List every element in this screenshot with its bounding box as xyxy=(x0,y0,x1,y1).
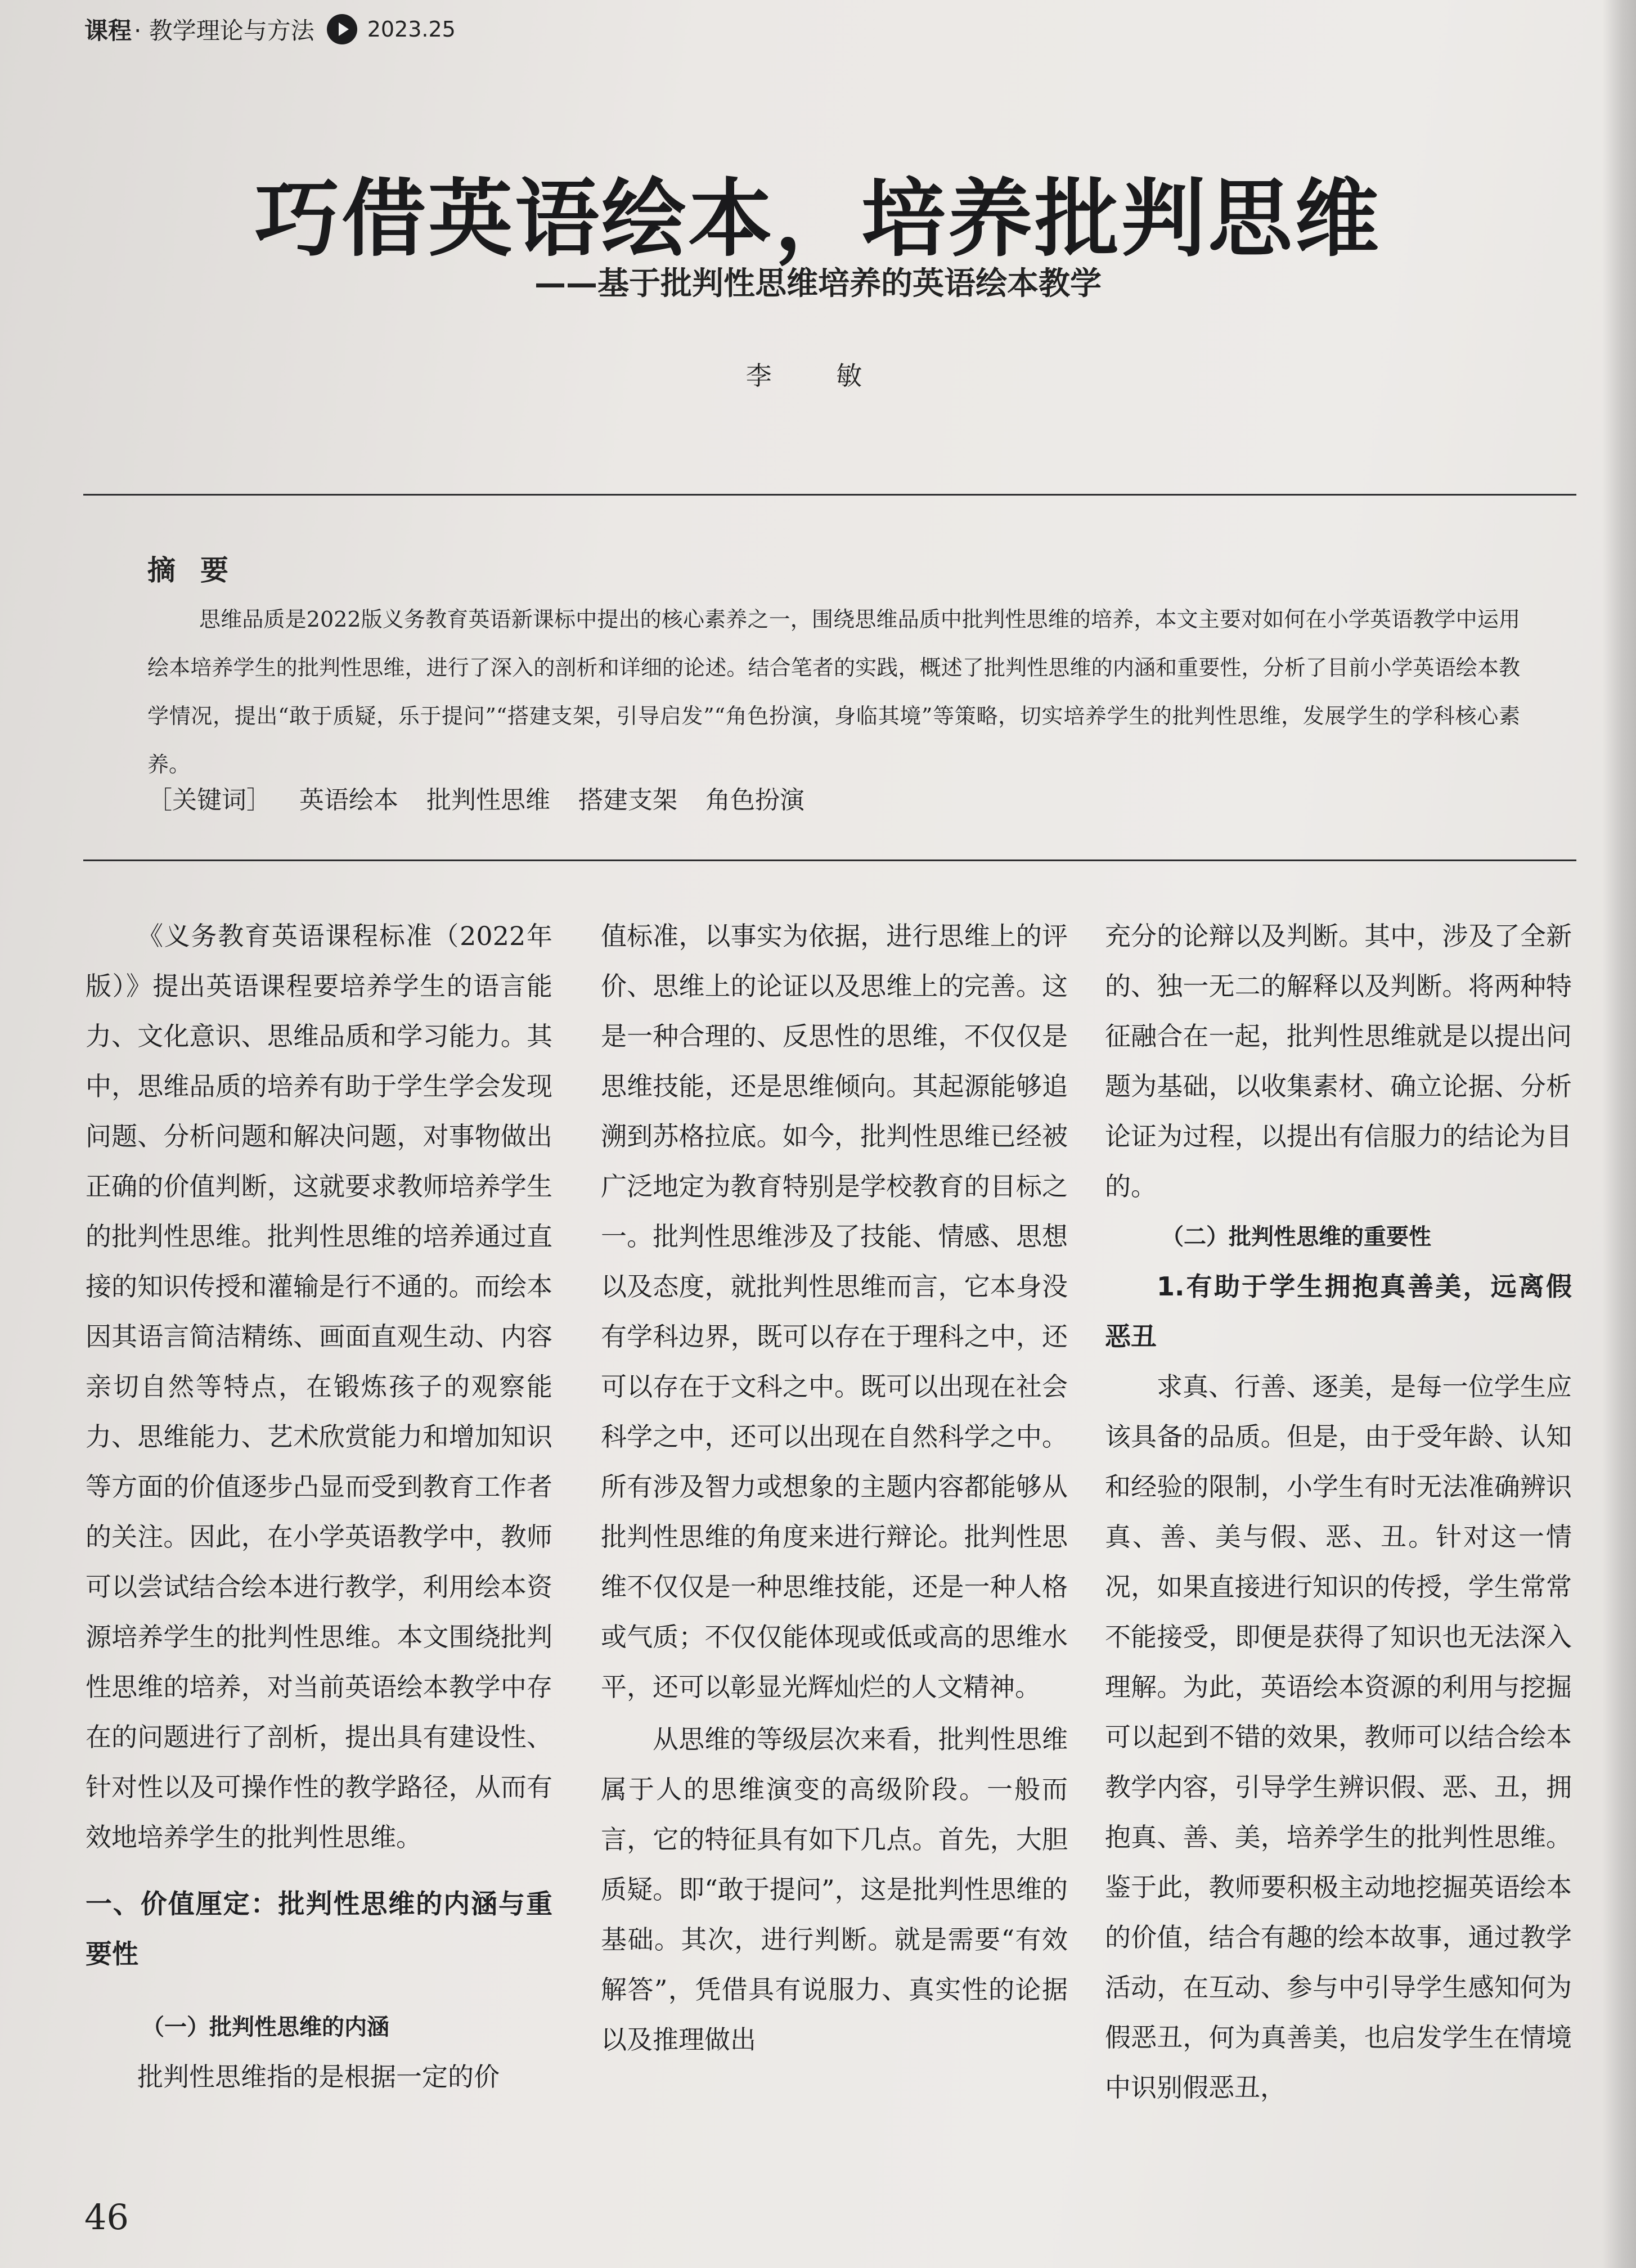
article-subtitle: ——基于批判性思维培养的英语绘本教学 xyxy=(534,266,1102,302)
divider-bottom xyxy=(83,860,1576,861)
header-section: 课程 xyxy=(84,17,132,44)
header-subsection: · 教学理论与方法 xyxy=(134,17,314,44)
body-paragraph: 《义务教育英语课程标准（2022年版）》提出英语课程要培养学生的语言能力、文化意识、思维品质和学习能力。其中，思维品质的培养有助于学生学会发现问题、分析问题和解决问题，对事物做出正确的价值判断，这就要求教师培养学生的批判性思维。批判性思维的培养通过直接的知识传授和灌输是行不通的。而绘本因其语言简洁精练、画面直观生动、内容亲切自然等特点，在锻炼孩子的观察能力、思维能力、艺术欣赏能力和增加知识等方面的价值逐步凸显而受到教育工作者的关注。因此，在小学英语教学中，教师可以尝试结合绘本进行教学，利用绘本资源培养学生的批判性思维。本文围绕批判性思维的培养，对当前英语绘本教学中存在的问题进行了剖析，提出具有建设性、针对性以及可操作性的教学路径，从而有效地培养学生的批判性思维。 xyxy=(86,921,552,1852)
keyword: 批判性思维 xyxy=(426,786,550,814)
body-column-2 xyxy=(601,911,1068,2065)
running-header xyxy=(84,12,456,46)
abstract-heading: 摘要 xyxy=(147,554,253,587)
body-paragraph: 从思维的等级层次来看，批判性思维属于人的思维演变的高级阶段。一般而言，它的特征具有如下几点。首先，大胆质疑。即“敢于提问”，这是批判性思维的基础。其次，进行判断。就是需要“有效解答”，凭借具有说服力、真实性的论据以及推理做出 xyxy=(601,1724,1068,2055)
page-number: 46 xyxy=(84,2197,129,2238)
header-issue: 2023.25 xyxy=(367,17,456,42)
keywords xyxy=(147,780,804,816)
body-paragraph: 值标准，以事实为依据，进行思维上的评价、思维上的论证以及思维上的完善。这是一种合理的、反思性的思维，不仅仅是思维技能，还是思维倾向。其起源能够追溯到苏格拉底。如今，批判性思维已经被广泛地定为教育特别是学校教育的目标之一。批判性思维涉及了技能、情感、思想以及态度，就批判性思维而言，它本身没有学科边界，既可以存在于理科之中，还可以存在于文科之中。既可以出现在社会科学之中，还可以出现在自然科学之中。所有涉及智力或想象的主题内容都能够从批判性思维的角度来进行辩论。批判性思维不仅仅是一种思维技能，还是一种人格或气质；不仅仅能体现或低或高的思维水平，还可以彰显光辉灿烂的人文精神。 xyxy=(601,921,1068,1702)
divider-top xyxy=(83,494,1576,496)
keyword: 搭建支架 xyxy=(578,786,677,814)
body-paragraph: 充分的论辩以及判断。其中，涉及了全新的、独一无二的解释以及判断。将两种特征融合在一起，批判性思维就是以提出问题为基础，以收集素材、确立论据、分析论证为过程，以提出有信服力的结论为目的。 xyxy=(1105,921,1572,1202)
body-column-1 xyxy=(86,911,552,2102)
keyword: 角色扮演 xyxy=(705,786,804,814)
keyword: 英语绘本 xyxy=(299,786,398,814)
page-edge-shadow xyxy=(1602,0,1636,2268)
section-heading: 一、价值厘定：批判性思维的内涵与重要性 xyxy=(86,1889,552,1970)
abstract-text: 思维品质是2022版义务教育英语新课标中提出的核心素养之一，围绕思维品质中批判性思维的培养，本文主要对如何在小学英语教学中运用绘本培养学生的批判性思维，进行了深入的剖析和详细的论述。结合笔者的实践，概述了批判性思维的内涵和重要性，分析了目前小学英语绘本教学情况，提出“敢于质疑，乐于提问”“搭建支架，引导启发”“角色扮演，身临其境”等策略，切实培养学生的批判性思维，发展学生的学科核心素养。 xyxy=(147,607,1520,777)
play-icon xyxy=(327,14,357,44)
body-column-3 xyxy=(1105,911,1572,2113)
keywords-label: ［关键词］ xyxy=(147,786,271,814)
article-title: 巧借英语绘本，培养批判思维 xyxy=(254,169,1381,268)
point-heading: 1.有助于学生拥抱真善美，远离假恶丑 xyxy=(1105,1271,1572,1352)
body-paragraph: 批判性思维指的是根据一定的价 xyxy=(137,2062,500,2092)
subsection-heading: （二）批判性思维的重要性 xyxy=(1161,1223,1431,1250)
subsection-heading: （一）批判性思维的内涵 xyxy=(142,2014,389,2040)
article-author: 李 敏 xyxy=(745,361,891,391)
body-paragraph: 求真、行善、逐美，是每一位学生应该具备的品质。但是，由于受年龄、认知和经验的限制，小学生有时无法准确辨识真、善、美与假、恶、丑。针对这一情况，如果直接进行知识的传授，学生常常不能接受，即便是获得了知识也无法深入理解。为此，英语绘本资源的利用与挖掘可以起到不错的效果，教师可以结合绘本教学内容，引导学生辨识假、恶、丑，拥抱真、善、美，培养学生的批判性思维。鉴于此，教师要积极主动地挖掘英语绘本的价值，结合有趣的绘本故事，通过教学活动，在互动、参与中引导学生感知何为假恶丑，何为真善美，也启发学生在情境中识别假恶丑， xyxy=(1105,1371,1572,2103)
